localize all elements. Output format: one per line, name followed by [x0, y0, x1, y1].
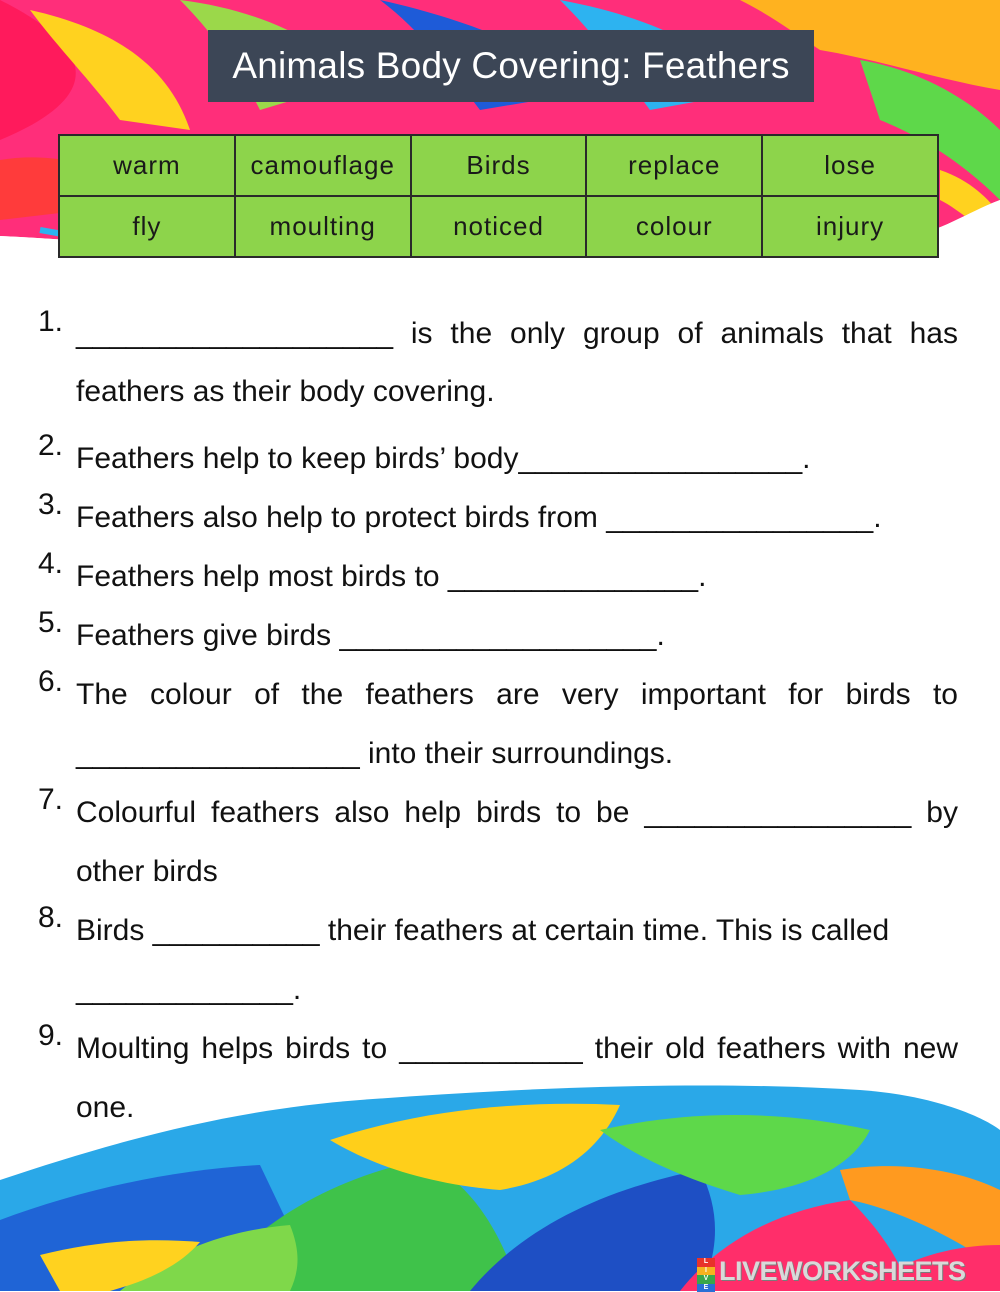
word-bank-cell: lose	[762, 135, 938, 196]
logo-letter: E	[697, 1284, 715, 1292]
word-bank-cell: injury	[762, 196, 938, 257]
question-3	[38, 488, 958, 547]
question-text[interactable]: Feathers help to keep birds’ body_________________.	[76, 442, 811, 475]
question-text[interactable]	[76, 901, 958, 1019]
question-text[interactable]: Feathers also help to protect birds from ________________.	[76, 501, 882, 534]
liveworksheets-logo	[697, 1255, 966, 1291]
question-number: 9.	[38, 1019, 64, 1052]
logo-letter: V	[697, 1275, 715, 1284]
logo-letter: I	[697, 1267, 715, 1276]
question-2	[38, 429, 958, 488]
question-1	[38, 305, 958, 421]
logo-mark-icon	[697, 1258, 715, 1291]
question-text[interactable]: Moulting helps birds to ___________ their old feathers with new one.	[76, 1032, 958, 1124]
question-7	[38, 783, 958, 901]
word-bank-row	[59, 196, 938, 257]
logo-letter: L	[697, 1258, 715, 1267]
question-number: 3.	[38, 488, 64, 521]
word-bank-cell: colour	[586, 196, 762, 257]
question-text[interactable]: Colourful feathers also help birds to be ________________ by other birds	[76, 796, 958, 888]
question-9	[38, 1019, 958, 1137]
question-6	[38, 665, 958, 783]
question-number: 1.	[38, 305, 64, 338]
question-text[interactable]: The colour of the feathers are very important for birds to _________________ into their surroundings.	[76, 678, 958, 770]
question-text[interactable]: Feathers help most birds to _______________.	[76, 560, 707, 593]
question-number: 5.	[38, 606, 64, 639]
question-number: 6.	[38, 665, 64, 698]
word-bank-table	[58, 134, 939, 258]
word-bank-cell: moulting	[235, 196, 411, 257]
question-number: 2.	[38, 429, 64, 462]
word-bank-cell: warm	[59, 135, 235, 196]
word-bank-cell: Birds	[411, 135, 587, 196]
question-number: 4.	[38, 547, 64, 580]
question-text-line: Birds __________ their feathers at certain time. This is called	[76, 914, 890, 947]
word-bank-cell: replace	[586, 135, 762, 196]
question-text[interactable]: ___________________ is the only group of animals that has feathers as their body covering.	[76, 317, 958, 408]
question-8	[38, 901, 958, 1019]
question-5	[38, 606, 958, 665]
question-list	[38, 305, 958, 1137]
word-bank-cell: camouflage	[235, 135, 411, 196]
word-bank-cell: noticed	[411, 196, 587, 257]
question-text-line: _____________.	[76, 973, 302, 1006]
question-4	[38, 547, 958, 606]
word-bank-row	[59, 135, 938, 196]
word-bank-cell: fly	[59, 196, 235, 257]
page-title: Animals Body Covering: Feathers	[208, 30, 814, 102]
question-number: 7.	[38, 783, 64, 816]
logo-text: LIVEWORKSHEETS	[719, 1255, 966, 1286]
question-number: 8.	[38, 901, 64, 934]
question-text[interactable]: Feathers give birds ___________________.	[76, 619, 665, 652]
